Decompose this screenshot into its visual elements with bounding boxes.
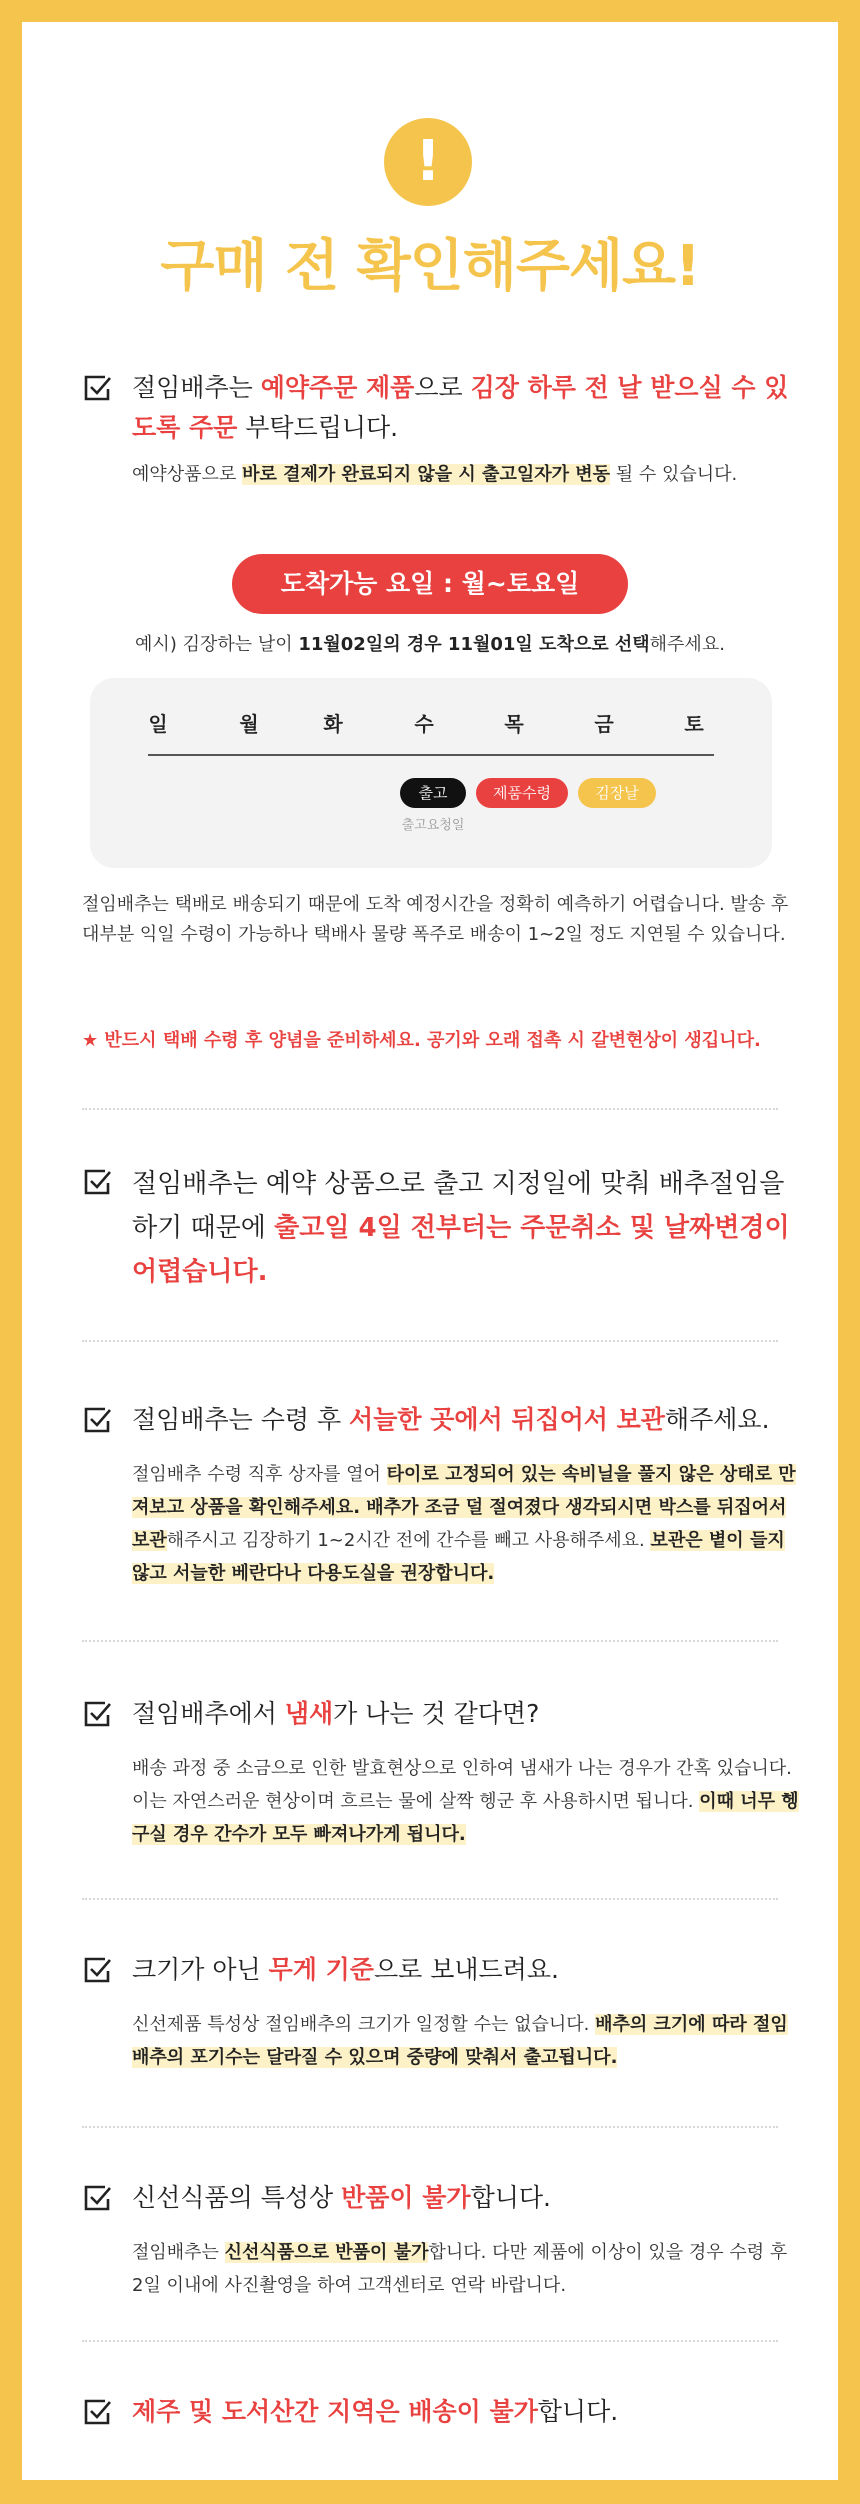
section-storage <box>82 1400 802 1590</box>
section-cancellation <box>82 1162 802 1294</box>
section-divider <box>82 2340 778 2342</box>
section-divider <box>82 1898 778 1900</box>
section-reservation <box>82 368 802 491</box>
browning-warning: ★ 반드시 택배 수령 후 양념을 준비하세요. 공기와 오래 접촉 시 갈변현상이 생깁니다. <box>82 1030 761 1051</box>
section-headline: 신선식품의 특성상 반품이 불가합니다. <box>132 2183 551 2212</box>
weekday-row <box>128 708 734 738</box>
delivery-days-badge: 도착가능 요일 : 월~토요일 <box>232 554 628 614</box>
section-body: 절임배추 수령 직후 상자를 열어 타이로 고정되어 있는 속비닐을 풀지 않은 상태로 만져보고 상품을 확인해주세요. 배추가 조금 덜 절여졌다 생각되시면 박스를 뒤집어서 보관해주시고 김장하기 1~2시간 전에 간수를 빼고 사용해주세요. 보관은 볕이 들지 않고 서늘한 베란다나 다용도실을 권장합니다. <box>132 1464 796 1584</box>
section-headline: 크기가 아닌 무게 기준으로 보내드려요. <box>132 1955 559 1984</box>
section-weight <box>82 1950 802 2074</box>
checkbox-icon <box>82 2183 112 2213</box>
section-body: 예약상품으로 바로 결제가 완료되지 않을 시 출고일자가 변동 될 수 있습니다. <box>132 464 738 485</box>
shipping-notice: 절임배추는 택배로 배송되기 때문에 도착 예정시간을 정확히 예측하기 어렵습니다. 발송 후 대부분 익일 수령이 가능하나 택배사 물량 폭주로 배송이 1~2일 정도 지연될 수 있습니다. <box>82 894 789 945</box>
section-divider <box>82 1108 778 1110</box>
section-body: 신선제품 특성상 절임배추의 크기가 일정할 수는 없습니다. 배추의 크기에 따라 절임배추의 포기수는 달라질 수 있으며 중량에 맞춰서 출고됩니다. <box>132 2014 788 2068</box>
section-body: 배송 과정 중 소금으로 인한 발효현상으로 인하여 냄새가 나는 경우가 간혹 있습니다. 이는 자연스러운 현상이며 흐르는 물에 살짝 헹군 후 사용하시면 됩니다. 이때 너무 헹구실 경우 간수가 모두 빠져나가게 됩니다. <box>132 1758 799 1845</box>
receive-badge: 제품수령 <box>476 778 568 808</box>
section-headline: 절임배추는 수령 후 서늘한 곳에서 뒤집어서 보관해주세요. <box>132 1405 770 1434</box>
notice-card <box>22 22 838 2480</box>
ship-badge: 출고 <box>400 778 466 808</box>
kimjang-badge: 김장날 <box>578 778 656 808</box>
delivery-example: 예시) 김장하는 날이 11월02일의 경우 11월01일 도착으로 선택해주세요. <box>135 634 725 655</box>
section-no-return <box>82 2178 802 2302</box>
checkbox-icon <box>82 1955 112 1985</box>
exclamation-icon <box>384 118 472 206</box>
week-calendar <box>90 678 772 868</box>
section-headline: 절임배추에서 냄새가 나는 것 같다면? <box>132 1699 540 1728</box>
checkbox-icon <box>82 373 112 403</box>
checkbox-icon <box>82 1699 112 1729</box>
weekday-tue: 화 <box>323 712 343 736</box>
section-smell <box>82 1694 802 1851</box>
weekday-sat: 토 <box>684 712 704 736</box>
section-headline: 절임배추는 예약 상품으로 출고 지정일에 맞춰 배추절임을 하기 때문에 출고일 4일 전부터는 주문취소 및 날짜변경이 어렵습니다. <box>132 1169 790 1287</box>
weekday-mon: 월 <box>239 712 259 736</box>
section-headline: 제주 및 도서산간 지역은 배송이 불가합니다. <box>132 2397 619 2426</box>
calendar-divider <box>148 754 714 756</box>
section-headline: 절임배추는 예약주문 제품으로 김장 하루 전 날 받으실 수 있도록 주문 부탁드립니다. <box>132 373 789 442</box>
section-divider <box>82 2126 778 2128</box>
checkbox-icon <box>82 2397 112 2427</box>
weekday-fri: 금 <box>594 712 614 736</box>
section-no-island-delivery <box>82 2392 802 2432</box>
checkbox-icon <box>82 1405 112 1435</box>
section-divider <box>82 1340 778 1342</box>
page-title: 구매 전 확인해주세요! <box>160 234 700 299</box>
section-body: 절임배추는 신선식품으로 반품이 불가합니다. 다만 제품에 이상이 있을 경우 수령 후 2일 이내에 사진촬영을 하여 고객센터로 연락 바랍니다. <box>132 2242 788 2296</box>
weekday-thu: 목 <box>504 712 524 736</box>
exclamation-glyph: ! <box>415 129 441 194</box>
checkbox-icon <box>82 1167 112 1197</box>
weekday-wed: 수 <box>414 712 434 736</box>
ship-request-note: 출고요청일 <box>401 818 465 833</box>
section-divider <box>82 1640 778 1642</box>
weekday-sun: 일 <box>148 712 168 736</box>
